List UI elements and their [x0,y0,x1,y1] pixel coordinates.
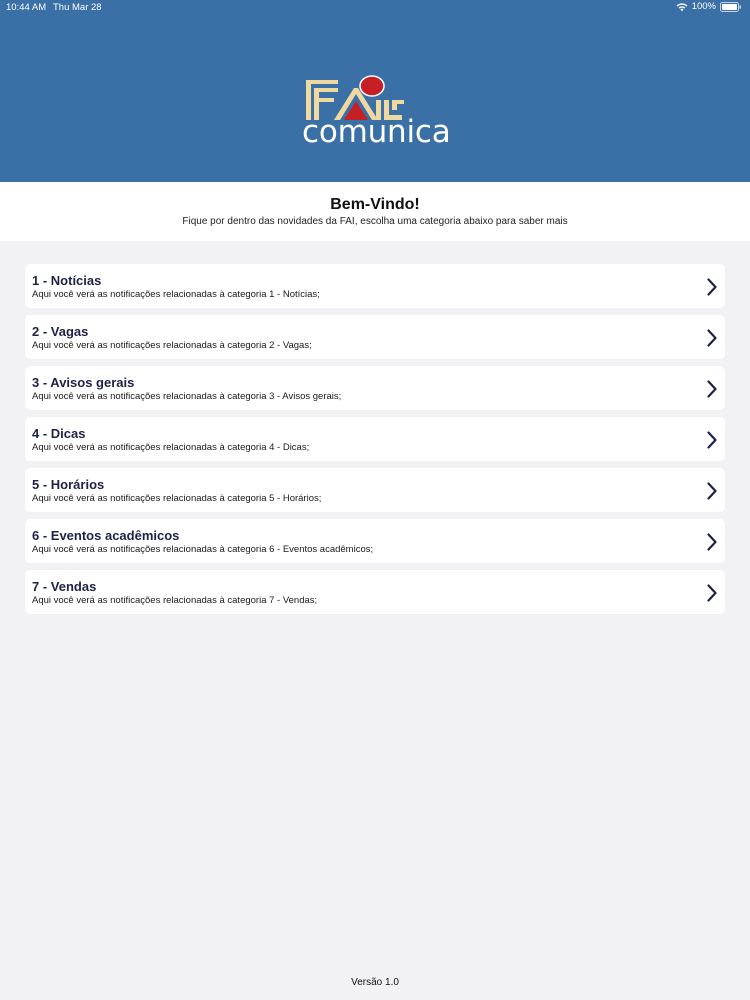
category-item-horarios[interactable] [25,468,725,512]
chevron-right-icon [707,431,717,449]
welcome-subtitle: Fique por dentro das novidades da FAI, escolha uma categoria abaixo para saber mais [182,216,568,227]
category-title: 7 - Vendas [32,579,97,594]
category-description: Aqui você verá as notificações relacionadas à categoria 3 - Avisos gerais; [32,391,342,402]
status-date: Thu Mar 28 [53,2,102,13]
category-title: 3 - Avisos gerais [32,375,135,390]
category-description: Aqui você verá as notificações relacionadas à categoria 6 - Eventos acadêmicos; [32,544,374,555]
category-item-noticias[interactable] [25,264,725,308]
category-title: 2 - Vagas [32,324,89,339]
logo-text: comunica [302,114,451,150]
fai-comunica-logo [302,74,450,154]
category-item-dicas[interactable] [25,417,725,461]
welcome-banner [0,182,750,241]
category-list [25,264,725,621]
chevron-right-icon [707,482,717,500]
chevron-right-icon [707,329,717,347]
category-description: Aqui você verá as notificações relacionadas à categoria 4 - Dicas; [32,442,310,453]
category-item-vendas[interactable] [25,570,725,614]
category-title: 1 - Notícias [32,273,102,288]
chevron-right-icon [707,533,717,551]
category-item-eventos-academicos[interactable] [25,519,725,563]
battery-percent: 100% [691,1,716,12]
category-description: Aqui você verá as notificações relacionadas à categoria 5 - Horários; [32,493,322,504]
category-title: 5 - Horários [32,477,105,492]
welcome-title: Bem-Vindo! [330,196,420,213]
chevron-right-icon [707,278,717,296]
category-description: Aqui você verá as notificações relacionadas à categoria 1 - Notícias; [32,289,320,300]
category-description: Aqui você verá as notificações relacionadas à categoria 7 - Vendas; [32,595,318,606]
status-indicators [676,1,742,12]
category-item-avisos-gerais[interactable] [25,366,725,410]
version-label: Versão 1.0 [351,977,399,988]
battery-icon [720,2,742,12]
category-description: Aqui você verá as notificações relacionadas à categoria 2 - Vagas; [32,340,312,351]
category-title: 6 - Eventos acadêmicos [32,528,180,543]
status-bar [0,0,750,16]
category-item-vagas[interactable] [25,315,725,359]
chevron-right-icon [707,584,717,602]
chevron-right-icon [707,380,717,398]
category-title: 4 - Dicas [32,426,86,441]
app-header [0,0,750,182]
wifi-icon [676,2,688,12]
status-time: 10:44 AM [6,2,47,13]
